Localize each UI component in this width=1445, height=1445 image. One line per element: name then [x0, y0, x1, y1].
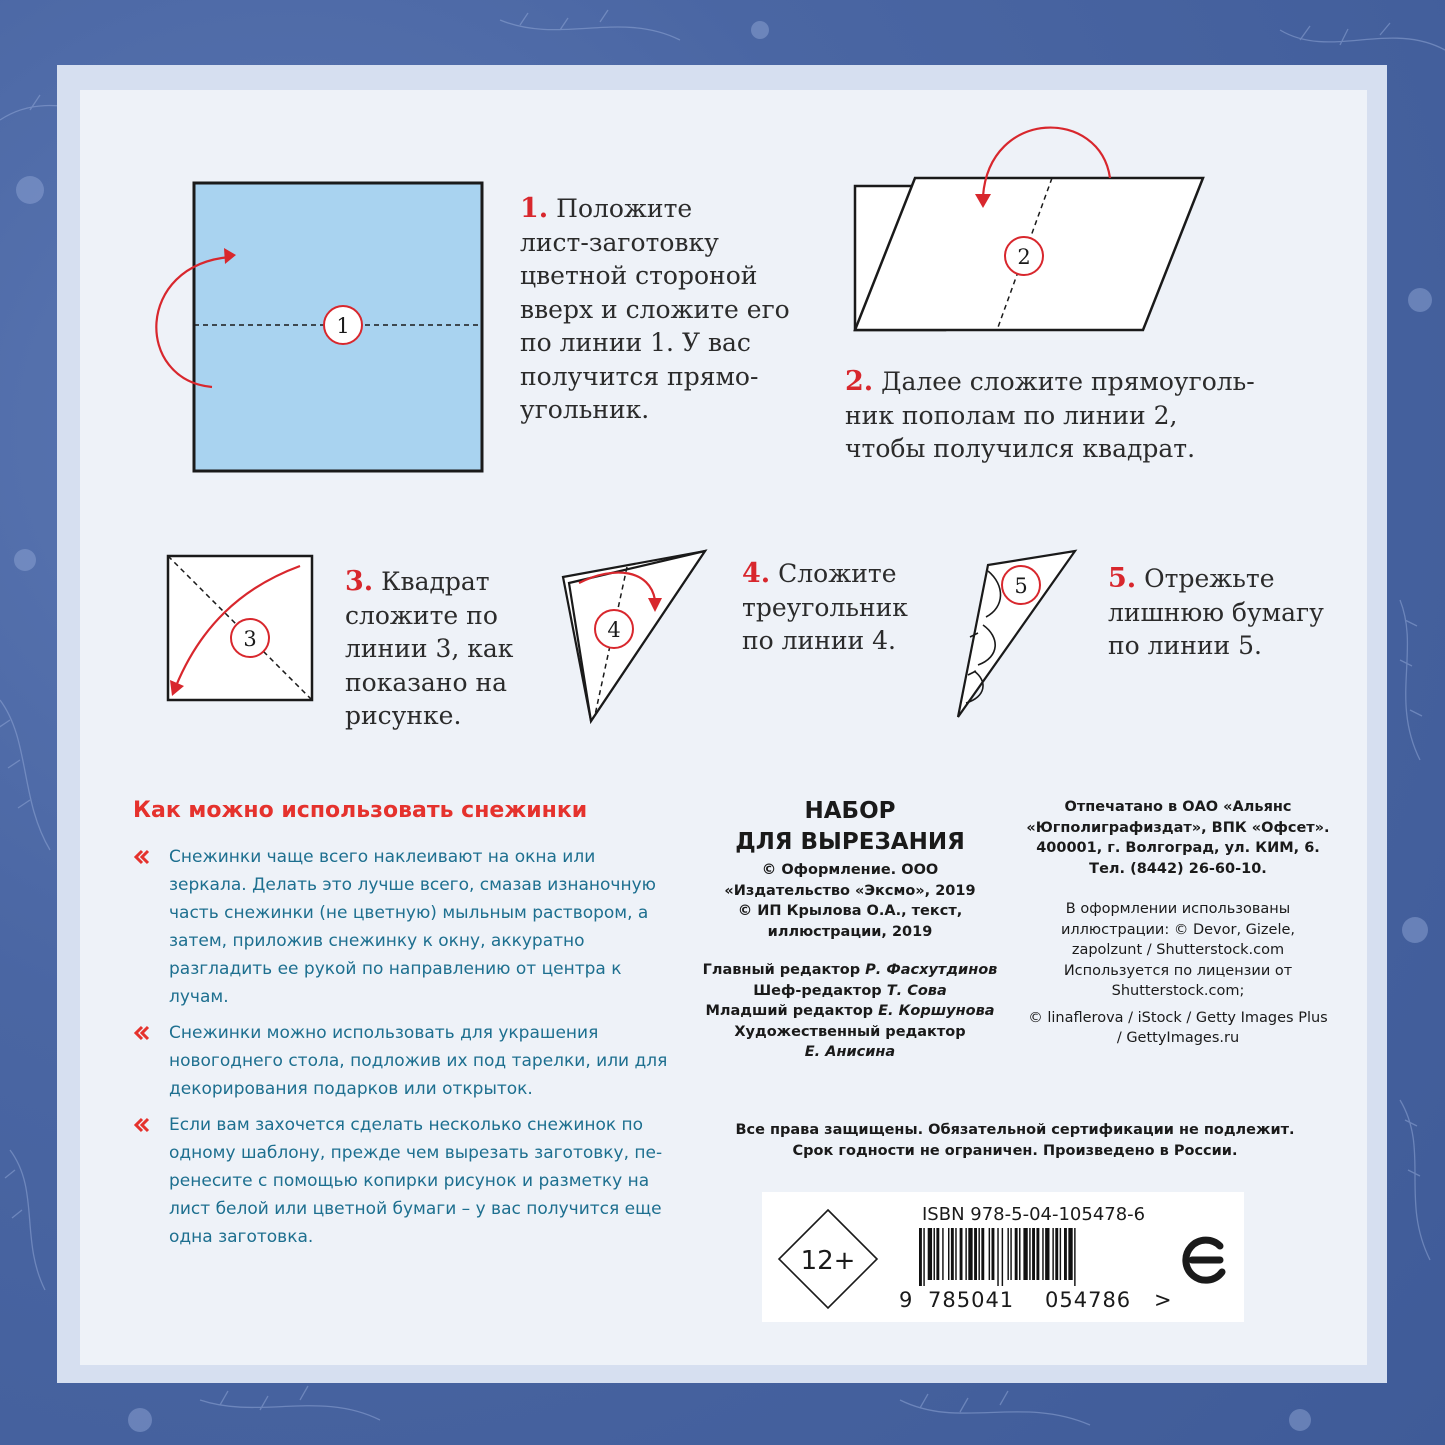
- barcode-bar: [1045, 1228, 1049, 1280]
- step1-diagram: [140, 175, 490, 480]
- barcode-bar: [923, 1228, 924, 1286]
- kit-title-line1: НАБОР: [804, 798, 896, 824]
- barcode-bar: [1019, 1228, 1020, 1280]
- barcode-bar: [997, 1228, 998, 1286]
- barcode-bar: [951, 1228, 954, 1280]
- step5-text: [1108, 562, 1348, 663]
- usage-heading: Как можно использовать снежинки: [133, 798, 588, 823]
- barcode-bar: [989, 1228, 990, 1280]
- barcode-bar: [1074, 1228, 1075, 1286]
- step1-text: [520, 192, 820, 427]
- step4-number: 4.: [742, 558, 771, 589]
- usage-list: [133, 843, 678, 1259]
- step1-body: Положите лист-заготовку цветной стороной вверх и сложите его по линии 1. У вас получится прямо- угольник.: [520, 194, 790, 424]
- barcode-bar: [1064, 1228, 1067, 1280]
- barcode-bar: [1032, 1228, 1035, 1280]
- marker-5: 5: [1014, 574, 1028, 598]
- barcode-bar: [1052, 1228, 1053, 1280]
- step1-number: 1.: [520, 193, 549, 224]
- barcode-digit-first: 9: [899, 1288, 913, 1312]
- barcode-bar: [978, 1228, 979, 1280]
- age-rating-badge: [776, 1207, 880, 1311]
- barcode-bars: [919, 1228, 1149, 1286]
- legal-block: [700, 1120, 1330, 1162]
- step5-number: 5.: [1108, 563, 1137, 594]
- staff-name: Р. Фасхутдинов: [865, 962, 998, 978]
- staff-row: [697, 1022, 1003, 1063]
- usage-item: [133, 843, 678, 1011]
- marker-3: 3: [243, 627, 257, 651]
- barcode-bar: [955, 1228, 956, 1280]
- step3-body: Квадрат сложите по линии 3, как показано на рисунке.: [345, 567, 514, 730]
- barcode-digits-group2: 054786: [1045, 1288, 1132, 1312]
- staff-row: [697, 1001, 1003, 1022]
- step4-diagram: [555, 545, 715, 730]
- usage-item-text: Снежинки чаще всего наклеивают на окна или зеркала. Делать это лучше всего, смазав изнаночную часть снежинки (не цветную) мыльным раствором, а затем, приложив снежинку к окну, аккуратно разгладить ее рукой по направлению от центра к лучам.: [169, 847, 656, 1007]
- illustration-credits: В оформлении использованы иллюстрации: © Devor, Gizele, zapolzunt / Shutterstock.com Используется по лицензии от Shutterstock.com;: [1060, 901, 1296, 999]
- staff-role: Младший редактор: [705, 1003, 874, 1019]
- barcode-bar: [1042, 1228, 1043, 1280]
- step5-diagram: [950, 545, 1085, 725]
- step3-diagram: [160, 548, 320, 708]
- step2-body: Далее сложите прямоуголь- ник пополам по линии 2, чтобы получился квадрат.: [845, 367, 1255, 463]
- barcode-bar: [981, 1228, 984, 1280]
- step3-text: [345, 565, 555, 733]
- marker-1: 1: [336, 314, 350, 338]
- step5-body: Отрежьте лишнюю бумагу по линии 5.: [1108, 564, 1324, 660]
- staff-name: Е. Коршунова: [878, 1003, 995, 1019]
- step4-text: [742, 557, 942, 658]
- staff-role: Художественный редактор: [734, 1023, 966, 1040]
- usage-item-text: Если вам захочется сделать несколько снежинок по одному шаблону, прежде чем вырезать заготовку, пе-ренесите с помощью копирки рисунок и разметку на лист белой или цветной бумаги – у вас получится еще одна заготовка.: [169, 1115, 663, 1247]
- usage-item: [133, 1111, 678, 1251]
- barcode-bar: [928, 1228, 932, 1280]
- barcode-bar: [965, 1228, 966, 1280]
- barcode-bar: [1015, 1228, 1018, 1280]
- istock-credits: © linaflerova / iStock / Getty Images Plus / GettyImages.ru: [1028, 1009, 1328, 1046]
- kit-title-line2: ДЛЯ ВЫРЕЗАНИЯ: [735, 829, 965, 855]
- barcode-bar: [974, 1228, 977, 1280]
- legal-line1: Все права защищены. Обязательной сертификации не подлежит.: [735, 1122, 1295, 1138]
- step2-diagram: [845, 118, 1215, 338]
- eksmo-logo-icon: [1180, 1234, 1232, 1286]
- barcode-bar: [1029, 1228, 1030, 1280]
- barcode-bar: [919, 1228, 922, 1286]
- barcode-digits-group1: 785041: [928, 1288, 1015, 1312]
- barcode-bar: [968, 1228, 972, 1280]
- barcode-box: [762, 1192, 1244, 1322]
- barcode-bar: [1068, 1228, 1072, 1280]
- barcode-bar: [1010, 1228, 1011, 1280]
- staff-row: [697, 981, 1003, 1002]
- barcode-bar: [1023, 1228, 1027, 1280]
- legal-line2: Срок годности не ограничен. Произведено в России.: [792, 1143, 1238, 1159]
- barcode-bar: [992, 1228, 995, 1280]
- double-chevron-icon: [133, 1117, 151, 1133]
- staff-name: Т. Сова: [886, 982, 947, 999]
- staff-role: Шеф-редактор: [753, 982, 882, 999]
- marker-4: 4: [607, 618, 621, 642]
- staff-role: Главный редактор: [702, 962, 861, 978]
- double-chevron-icon: [133, 849, 151, 865]
- barcode-digit-end: >: [1154, 1288, 1172, 1312]
- barcode-bar: [960, 1228, 963, 1280]
- imprint-block: [697, 796, 1003, 1063]
- copyright-text: © ИП Крылова О.А., текст, иллюстрации, 2019: [737, 903, 963, 940]
- marker-2: 2: [1017, 245, 1031, 269]
- printer-block: [1024, 797, 1332, 1049]
- barcode-bar: [1055, 1228, 1058, 1280]
- age-rating: 12+: [800, 1246, 856, 1276]
- barcode-bar: [1002, 1228, 1003, 1286]
- step3-number: 3.: [345, 566, 374, 597]
- isbn-label: ISBN 978-5-04-105478-6: [922, 1204, 1146, 1225]
- barcode-bar: [936, 1228, 939, 1280]
- barcode-bar: [1007, 1228, 1008, 1280]
- double-chevron-icon: [133, 1025, 151, 1041]
- barcode-bar: [948, 1228, 949, 1280]
- barcode-bar: [942, 1228, 943, 1280]
- barcode-bar: [1060, 1228, 1061, 1280]
- printer-info: Отпечатано в ОАО «Альянс «Югполиграфиздат», ВПК «Офсет». 400001, г. Волгоград, ул. КИМ, 6. Тел. (8442) 26-60-10.: [1026, 799, 1330, 877]
- step4-body: Сложите треугольник по линии 4.: [742, 559, 908, 655]
- usage-item: [133, 1019, 678, 1103]
- copyright-design: © Оформление. ООО «Издательство «Эксмо», 2019: [724, 862, 976, 899]
- step2-text: [845, 365, 1265, 466]
- staff-name: Е. Анисина: [804, 1044, 896, 1060]
- step2-number: 2.: [845, 366, 874, 397]
- barcode-bar: [1036, 1228, 1039, 1280]
- barcode-bar: [934, 1228, 935, 1280]
- staff-row: [697, 960, 1003, 981]
- usage-item-text: Снежинки можно использовать для украшения новогоднего стола, подложив их под тарелки, или для декорирования подарков или открыток.: [169, 1023, 668, 1099]
